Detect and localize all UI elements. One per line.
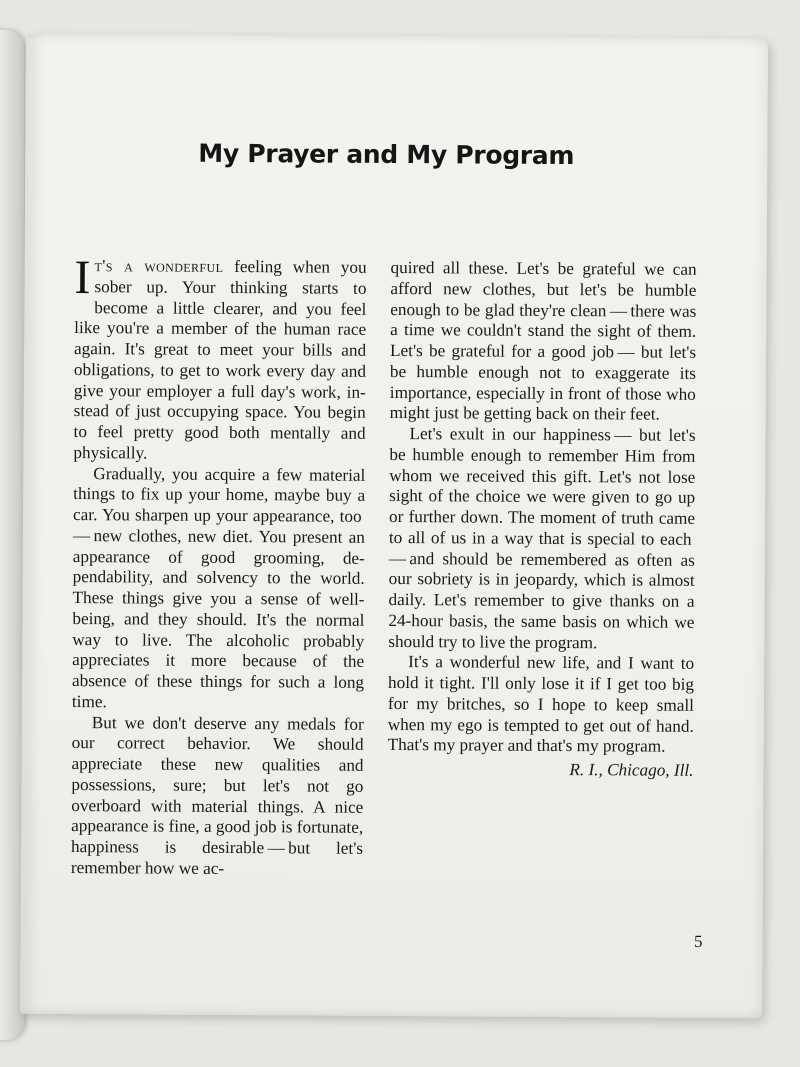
page-title: My Prayer and My Program	[198, 138, 575, 171]
lead-in: t's a wonderful	[94, 256, 224, 276]
paragraph-1	[73, 251, 367, 465]
text-column-right	[387, 258, 696, 782]
paragraph-4: Let's exult in our happiness — but let's be humble enough to remember Him from whom we received this gift. Let's not lose sight of the choice we were given to go up or further down. The moment of truth came to all of us in a way that is special to each — and should be remembered as often as our sobriety is in jeopardy, which is almost daily. Let's remember to give thanks on a 24-hour basis, the same basis on which we should try to live the program.	[388, 424, 696, 652]
paragraph-2: Gradually, you acquire a few material things to fix up your home, maybe buy a car. You sharpen up your appearance, too — new clothes, new diet. You present an appearance of good grooming, dependability, and solvency to the world. These things give you a sense of well-being, and they should. It's the normal way to live. The alcoholic probably appreciates it more because of the absence of these things for such a long time.	[71, 463, 366, 711]
book-page	[20, 34, 768, 1019]
author-signature: R. I., Chicago, Ill.	[569, 760, 694, 780]
paragraph-3-continued: quired all these. Let's be grateful we can afford new clothes, but let's be humble enough to be glad they're clean — there was a time we couldn't stand the sight of them. Let's be grateful for a good job — but let's be humble enough not to exaggerate its importance, especially in front of those who might just be getting back on their feet.	[389, 257, 697, 424]
drop-cap: I	[74, 251, 91, 305]
paragraph-1-text: feeling when you sober up. Your thinking starts to become a little clearer, and you feel like you're a member of the human race again. It's great to meet your bills and obligations, to get to work every day and give your employer a full day's work, instead of just occupying space. You begin to feel pretty good both mentally and physically.	[73, 256, 367, 463]
page-number: 5	[693, 931, 703, 951]
paragraph-5: It's a wonderful new life, and I want to hold it tight. I'll only lose it if I get too big for my britches, so I hope to keep small when my ego is tempted to get out of hand. That's my prayer and that's my program.	[387, 652, 695, 756]
paragraph-3-start	[71, 713, 364, 881]
text-column-left	[70, 251, 367, 880]
paragraph-3-text: But we don't deserve any medals for our correct behavior. We should appreciate these new qualities and possessions, sure; but let's not go overboard with material things. A nice appearance is fine, a good job is fortunate, happiness is desirable — but let's remember how we ac-	[70, 712, 364, 878]
